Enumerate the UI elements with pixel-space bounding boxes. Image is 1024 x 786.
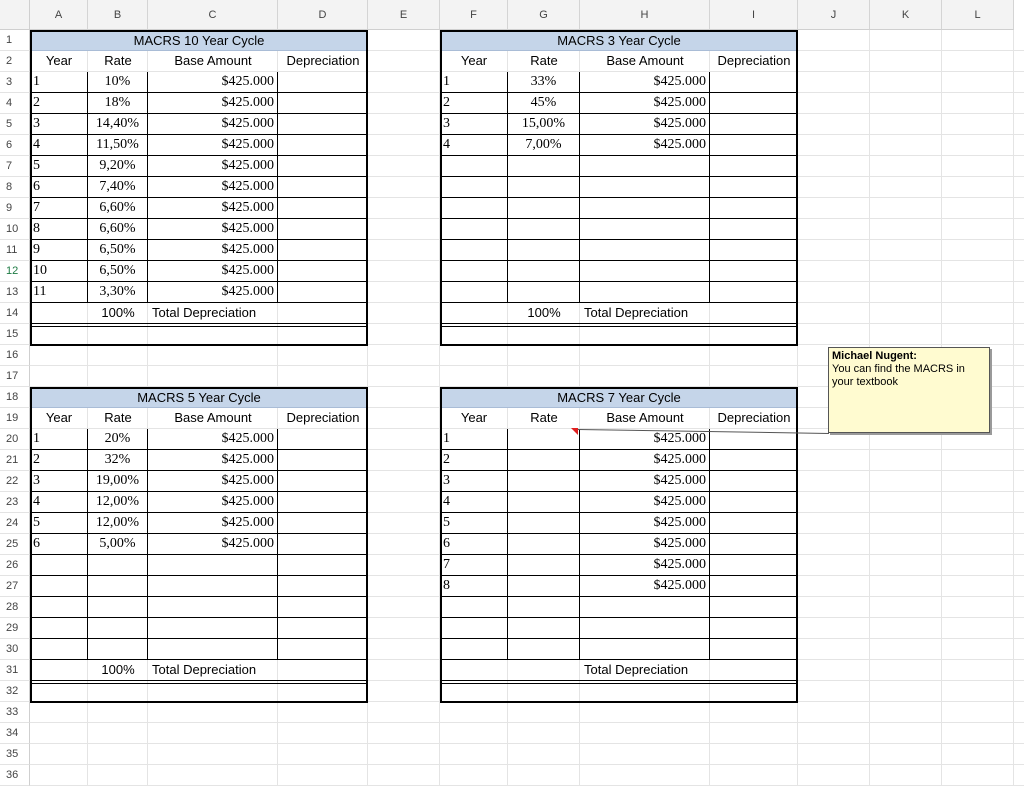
depreciation-cell[interactable] — [278, 618, 368, 639]
base-amount-cell[interactable]: $425.000 — [148, 534, 278, 555]
base-amount-cell[interactable]: $425.000 — [580, 492, 710, 513]
base-amount-cell[interactable] — [580, 261, 710, 282]
column-header[interactable]: B — [88, 0, 148, 30]
depreciation-cell[interactable] — [710, 198, 798, 219]
column-label-depreciation[interactable]: Depreciation — [717, 410, 791, 425]
year-cell[interactable]: 3 — [30, 114, 88, 135]
gridline-horizontal — [30, 743, 1024, 744]
year-cell[interactable] — [440, 261, 508, 282]
base-amount-cell[interactable]: $425.000 — [148, 135, 278, 156]
row-header[interactable]: 34 — [0, 723, 30, 744]
comment-author: Michael Nugent: — [832, 350, 917, 362]
depreciation-cell[interactable] — [278, 471, 368, 492]
base-amount-cell[interactable]: $425.000 — [148, 177, 278, 198]
rate-cell[interactable]: 5,00% — [88, 534, 148, 555]
rate-cell[interactable] — [88, 576, 148, 597]
depreciation-cell[interactable] — [710, 261, 798, 282]
row-header[interactable]: 9 — [0, 198, 30, 219]
row-header[interactable]: 2 — [0, 51, 30, 72]
base-amount-cell[interactable]: $425.000 — [148, 93, 278, 114]
comment-indicator-icon — [571, 428, 578, 435]
year-cell[interactable]: 2 — [440, 450, 508, 471]
year-cell[interactable] — [440, 156, 508, 177]
base-amount-cell[interactable]: $425.000 — [580, 93, 710, 114]
year-cell[interactable]: 10 — [30, 261, 88, 282]
base-amount-cell[interactable] — [580, 240, 710, 261]
base-amount-cell[interactable]: $425.000 — [148, 450, 278, 471]
row-header[interactable]: 17 — [0, 366, 30, 387]
total-depreciation-label[interactable]: Total Depreciation — [152, 662, 257, 677]
rate-cell[interactable] — [508, 555, 580, 576]
base-amount-cell[interactable]: $425.000 — [580, 555, 710, 576]
year-cell[interactable]: 3 — [30, 471, 88, 492]
column-label-year[interactable]: Year — [45, 53, 73, 68]
column-header[interactable]: A — [30, 0, 88, 30]
depreciation-cell[interactable] — [710, 639, 798, 660]
year-cell[interactable]: 1 — [440, 429, 508, 450]
rate-cell[interactable] — [508, 639, 580, 660]
depreciation-cell[interactable] — [710, 576, 798, 597]
rate-cell[interactable] — [508, 513, 580, 534]
cell-comment — [828, 347, 990, 433]
rate-cell[interactable]: 12,00% — [88, 513, 148, 534]
base-amount-cell[interactable] — [580, 219, 710, 240]
depreciation-cell[interactable] — [278, 282, 368, 303]
depreciation-cell[interactable] — [710, 135, 798, 156]
year-cell[interactable]: 2 — [30, 93, 88, 114]
year-cell[interactable] — [440, 177, 508, 198]
rate-cell[interactable]: 20% — [88, 429, 148, 450]
year-cell[interactable]: 2 — [30, 450, 88, 471]
year-cell[interactable]: 6 — [440, 534, 508, 555]
base-amount-cell[interactable] — [580, 177, 710, 198]
gridline-vertical — [1013, 30, 1014, 786]
depreciation-cell[interactable] — [710, 450, 798, 471]
rate-cell[interactable]: 9,20% — [88, 156, 148, 177]
base-amount-cell[interactable] — [148, 618, 278, 639]
year-cell[interactable] — [440, 618, 508, 639]
rate-cell[interactable] — [508, 492, 580, 513]
comment-text: You can find the MACRS in your textbook — [832, 363, 965, 388]
row-header[interactable]: 20 — [0, 429, 30, 450]
rate-cell[interactable]: 10% — [88, 72, 148, 93]
year-cell[interactable]: 6 — [30, 534, 88, 555]
row-header[interactable]: 8 — [0, 177, 30, 198]
total-depreciation-label[interactable]: Total Depreciation — [584, 662, 689, 677]
depreciation-cell[interactable] — [710, 618, 798, 639]
year-cell[interactable] — [440, 597, 508, 618]
row-header[interactable]: 30 — [0, 639, 30, 660]
base-amount-cell[interactable] — [580, 156, 710, 177]
depreciation-cell[interactable] — [710, 240, 798, 261]
rate-cell[interactable]: 12,00% — [88, 492, 148, 513]
year-cell[interactable] — [440, 198, 508, 219]
base-amount-cell[interactable]: $425.000 — [580, 450, 710, 471]
depreciation-cell[interactable] — [278, 198, 368, 219]
base-amount-cell[interactable]: $425.000 — [148, 282, 278, 303]
base-amount-cell[interactable]: $425.000 — [148, 492, 278, 513]
base-amount-cell[interactable] — [580, 282, 710, 303]
row-header[interactable]: 12 — [0, 261, 30, 282]
column-label-rate[interactable]: Rate — [104, 410, 132, 425]
column-label-depreciation[interactable]: Depreciation — [717, 53, 791, 68]
row-header[interactable]: 13 — [0, 282, 30, 303]
gridline-horizontal — [30, 722, 1024, 723]
base-amount-cell[interactable]: $425.000 — [580, 471, 710, 492]
total-value-cell[interactable] — [30, 684, 368, 701]
column-header[interactable]: C — [148, 0, 278, 30]
year-cell[interactable]: 7 — [30, 198, 88, 219]
base-amount-cell[interactable]: $425.000 — [148, 72, 278, 93]
depreciation-cell[interactable] — [278, 261, 368, 282]
total-rate-cell[interactable] — [508, 660, 580, 681]
base-amount-cell[interactable]: $425.000 — [580, 513, 710, 534]
base-amount-cell[interactable]: $425.000 — [148, 261, 278, 282]
year-cell[interactable] — [440, 282, 508, 303]
column-header[interactable]: F — [440, 0, 508, 30]
row-header[interactable]: 28 — [0, 597, 30, 618]
rate-cell[interactable] — [88, 618, 148, 639]
row-header[interactable]: 10 — [0, 219, 30, 240]
rate-cell[interactable] — [508, 177, 580, 198]
column-label-depreciation[interactable]: Depreciation — [286, 410, 360, 425]
column-label-base[interactable]: Base Amount — [174, 53, 252, 68]
rate-cell[interactable]: 6,60% — [88, 198, 148, 219]
row-header[interactable]: 19 — [0, 408, 30, 429]
total-depreciation-label[interactable]: Total Depreciation — [584, 305, 689, 320]
gridline-horizontal — [30, 701, 1024, 702]
year-cell[interactable]: 3 — [440, 114, 508, 135]
rate-cell[interactable] — [508, 429, 580, 450]
year-cell[interactable]: 2 — [440, 93, 508, 114]
row-header[interactable]: 14 — [0, 303, 30, 324]
base-amount-cell[interactable]: $425.000 — [148, 114, 278, 135]
base-amount-cell[interactable] — [580, 597, 710, 618]
column-header[interactable]: D — [278, 0, 368, 30]
rate-cell[interactable]: 6,50% — [88, 240, 148, 261]
year-cell[interactable]: 1 — [30, 429, 88, 450]
year-cell[interactable]: 4 — [30, 135, 88, 156]
rate-cell[interactable]: 6,50% — [88, 261, 148, 282]
rate-cell[interactable] — [88, 597, 148, 618]
year-cell[interactable]: 5 — [30, 513, 88, 534]
year-cell[interactable] — [440, 639, 508, 660]
table-title[interactable]: MACRS 10 Year Cycle — [30, 30, 368, 51]
rate-cell[interactable] — [508, 450, 580, 471]
column-label-base[interactable]: Base Amount — [606, 410, 684, 425]
row-header[interactable]: 36 — [0, 765, 30, 786]
row-header[interactable]: 29 — [0, 618, 30, 639]
rate-cell[interactable] — [508, 618, 580, 639]
depreciation-cell[interactable] — [278, 639, 368, 660]
rate-cell[interactable]: 14,40% — [88, 114, 148, 135]
depreciation-cell[interactable] — [710, 534, 798, 555]
year-cell[interactable]: 1 — [440, 72, 508, 93]
year-cell[interactable] — [30, 639, 88, 660]
total-rate-cell[interactable]: 100% — [527, 305, 561, 320]
year-cell[interactable]: 7 — [440, 555, 508, 576]
column-header[interactable]: E — [368, 0, 440, 30]
column-header[interactable]: L — [942, 0, 1014, 30]
base-amount-cell[interactable] — [148, 597, 278, 618]
column-header[interactable]: J — [798, 0, 870, 30]
row-header[interactable]: 27 — [0, 576, 30, 597]
rate-cell[interactable]: 32% — [88, 450, 148, 471]
year-cell[interactable] — [30, 618, 88, 639]
row-header[interactable]: 11 — [0, 240, 30, 261]
base-amount-cell[interactable]: $425.000 — [580, 72, 710, 93]
rate-cell[interactable]: 15,00% — [508, 114, 580, 135]
depreciation-cell[interactable] — [710, 219, 798, 240]
row-header[interactable]: 4 — [0, 93, 30, 114]
rate-cell[interactable] — [508, 534, 580, 555]
rate-cell[interactable] — [88, 639, 148, 660]
depreciation-cell[interactable] — [278, 72, 368, 93]
base-amount-cell[interactable] — [148, 576, 278, 597]
rate-cell[interactable] — [508, 240, 580, 261]
rate-cell[interactable]: 18% — [88, 93, 148, 114]
rate-cell[interactable] — [508, 219, 580, 240]
row-header[interactable]: 7 — [0, 156, 30, 177]
year-cell[interactable]: 6 — [30, 177, 88, 198]
depreciation-cell[interactable] — [278, 597, 368, 618]
depreciation-cell[interactable] — [710, 177, 798, 198]
table-title[interactable]: MACRS 7 Year Cycle — [440, 387, 798, 408]
depreciation-cell[interactable] — [278, 93, 368, 114]
row-header[interactable]: 32 — [0, 681, 30, 702]
rate-cell[interactable] — [508, 261, 580, 282]
row-header[interactable]: 33 — [0, 702, 30, 723]
base-amount-cell[interactable] — [148, 555, 278, 576]
base-amount-cell[interactable]: $425.000 — [580, 576, 710, 597]
column-label-base[interactable]: Base Amount — [174, 410, 252, 425]
row-header[interactable]: 16 — [0, 345, 30, 366]
depreciation-cell[interactable] — [278, 240, 368, 261]
row-header[interactable]: 1 — [0, 30, 30, 51]
depreciation-cell[interactable] — [278, 576, 368, 597]
column-label-rate[interactable]: Rate — [530, 53, 558, 68]
year-cell[interactable]: 8 — [30, 219, 88, 240]
year-cell[interactable]: 8 — [440, 576, 508, 597]
row-header[interactable]: 5 — [0, 114, 30, 135]
depreciation-cell[interactable] — [710, 492, 798, 513]
rate-cell[interactable]: 3,30% — [88, 282, 148, 303]
base-amount-cell[interactable]: $425.000 — [580, 534, 710, 555]
year-cell[interactable]: 5 — [30, 156, 88, 177]
year-cell[interactable]: 4 — [30, 492, 88, 513]
base-amount-cell[interactable] — [580, 198, 710, 219]
rate-cell[interactable] — [508, 198, 580, 219]
year-cell[interactable] — [440, 240, 508, 261]
year-cell[interactable] — [30, 597, 88, 618]
depreciation-cell[interactable] — [278, 156, 368, 177]
total-value-cell[interactable] — [440, 327, 798, 344]
depreciation-cell[interactable] — [710, 513, 798, 534]
base-amount-cell[interactable]: $425.000 — [580, 429, 710, 450]
depreciation-cell[interactable] — [710, 555, 798, 576]
rate-cell[interactable]: 45% — [508, 93, 580, 114]
depreciation-cell[interactable] — [278, 555, 368, 576]
column-label-rate[interactable]: Rate — [104, 53, 132, 68]
table-title[interactable]: MACRS 3 Year Cycle — [440, 30, 798, 51]
rate-cell[interactable] — [508, 576, 580, 597]
year-cell[interactable]: 1 — [30, 72, 88, 93]
row-header[interactable]: 31 — [0, 660, 30, 681]
year-cell[interactable] — [440, 219, 508, 240]
depreciation-cell[interactable] — [278, 177, 368, 198]
row-header[interactable]: 18 — [0, 387, 30, 408]
year-cell[interactable] — [30, 555, 88, 576]
depreciation-cell[interactable] — [278, 429, 368, 450]
column-header[interactable]: I — [710, 0, 798, 30]
row-header[interactable]: 35 — [0, 744, 30, 765]
total-depreciation-label[interactable]: Total Depreciation — [152, 305, 257, 320]
row-header[interactable]: 21 — [0, 450, 30, 471]
column-header[interactable]: H — [580, 0, 710, 30]
rate-cell[interactable] — [508, 597, 580, 618]
year-cell[interactable]: 11 — [30, 282, 88, 303]
depreciation-cell[interactable] — [278, 114, 368, 135]
base-amount-cell[interactable] — [148, 639, 278, 660]
total-rate-cell[interactable]: 100% — [101, 662, 135, 677]
base-amount-cell[interactable]: $425.000 — [148, 198, 278, 219]
select-all-corner[interactable] — [0, 0, 30, 30]
depreciation-cell[interactable] — [710, 156, 798, 177]
gridline-horizontal — [30, 344, 1024, 345]
column-label-base[interactable]: Base Amount — [606, 53, 684, 68]
depreciation-cell[interactable] — [278, 135, 368, 156]
table-title[interactable]: MACRS 5 Year Cycle — [30, 387, 368, 408]
row-header[interactable]: 25 — [0, 534, 30, 555]
base-amount-cell[interactable]: $425.000 — [148, 429, 278, 450]
year-cell[interactable]: 4 — [440, 492, 508, 513]
base-amount-cell[interactable]: $425.000 — [148, 513, 278, 534]
depreciation-cell[interactable] — [278, 534, 368, 555]
depreciation-cell[interactable] — [278, 450, 368, 471]
total-rate-cell[interactable]: 100% — [101, 305, 135, 320]
base-amount-cell[interactable] — [580, 639, 710, 660]
year-cell[interactable]: 3 — [440, 471, 508, 492]
rate-cell[interactable] — [88, 555, 148, 576]
column-label-year[interactable]: Year — [460, 410, 488, 425]
total-value-cell[interactable] — [30, 327, 368, 344]
row-header[interactable]: 23 — [0, 492, 30, 513]
column-label-year[interactable]: Year — [45, 410, 73, 425]
depreciation-cell[interactable] — [278, 219, 368, 240]
base-amount-cell[interactable]: $425.000 — [148, 240, 278, 261]
column-label-depreciation[interactable]: Depreciation — [286, 53, 360, 68]
depreciation-cell[interactable] — [710, 93, 798, 114]
base-amount-cell[interactable]: $425.000 — [148, 471, 278, 492]
rate-cell[interactable] — [508, 471, 580, 492]
rate-cell[interactable]: 7,00% — [508, 135, 580, 156]
column-header[interactable]: K — [870, 0, 942, 30]
rate-cell[interactable] — [508, 156, 580, 177]
row-header[interactable]: 3 — [0, 72, 30, 93]
depreciation-cell[interactable] — [278, 513, 368, 534]
rate-cell[interactable]: 33% — [508, 72, 580, 93]
row-header[interactable]: 26 — [0, 555, 30, 576]
column-label-rate[interactable]: Rate — [530, 410, 558, 425]
column-header[interactable]: G — [508, 0, 580, 30]
rate-cell[interactable]: 7,40% — [88, 177, 148, 198]
base-amount-cell[interactable] — [580, 618, 710, 639]
gridline-horizontal — [30, 764, 1024, 765]
year-cell[interactable]: 4 — [440, 135, 508, 156]
depreciation-cell[interactable] — [278, 492, 368, 513]
base-amount-cell[interactable]: $425.000 — [580, 135, 710, 156]
depreciation-cell[interactable] — [710, 282, 798, 303]
year-cell[interactable]: 5 — [440, 513, 508, 534]
rate-cell[interactable]: 19,00% — [88, 471, 148, 492]
year-cell[interactable] — [30, 576, 88, 597]
base-amount-cell[interactable]: $425.000 — [148, 156, 278, 177]
year-cell[interactable]: 9 — [30, 240, 88, 261]
row-header[interactable]: 24 — [0, 513, 30, 534]
row-header[interactable]: 15 — [0, 324, 30, 345]
depreciation-cell[interactable] — [710, 114, 798, 135]
depreciation-cell[interactable] — [710, 72, 798, 93]
base-amount-cell[interactable]: $425.000 — [580, 114, 710, 135]
depreciation-cell[interactable] — [710, 471, 798, 492]
base-amount-cell[interactable]: $425.000 — [148, 219, 278, 240]
rate-cell[interactable] — [508, 282, 580, 303]
row-header[interactable]: 6 — [0, 135, 30, 156]
row-header[interactable]: 22 — [0, 471, 30, 492]
rate-cell[interactable]: 11,50% — [88, 135, 148, 156]
depreciation-cell[interactable] — [710, 597, 798, 618]
total-value-cell[interactable] — [440, 684, 798, 701]
rate-cell[interactable]: 6,60% — [88, 219, 148, 240]
column-label-year[interactable]: Year — [460, 53, 488, 68]
